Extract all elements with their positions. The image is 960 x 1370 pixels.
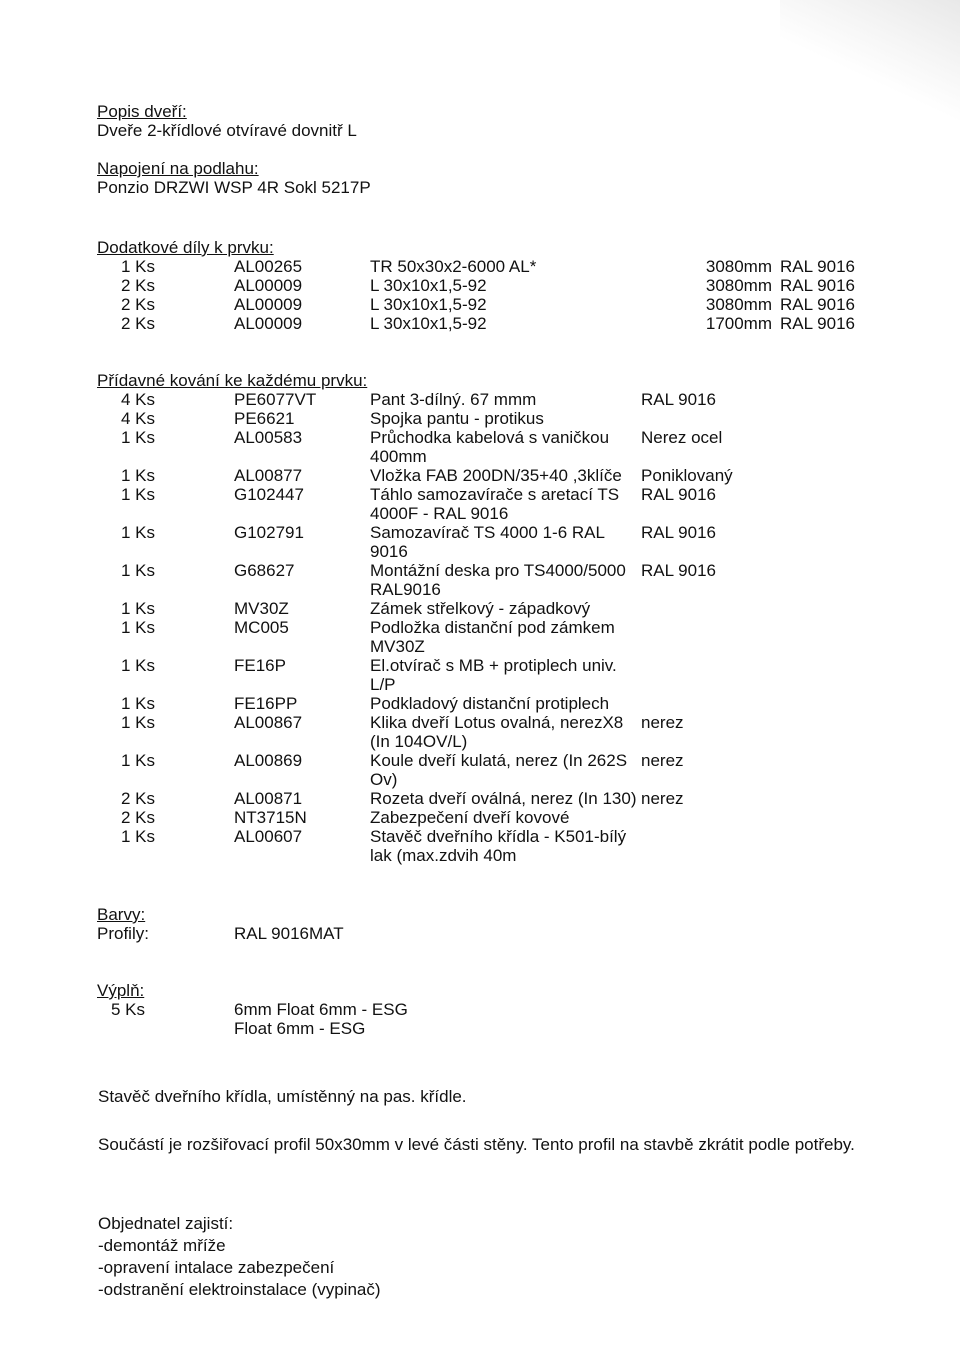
part-qty: 2 Ks xyxy=(120,295,155,314)
part-description: TR 50x30x2-6000 AL* xyxy=(370,257,537,276)
table-row xyxy=(97,409,917,428)
hardware-description xyxy=(370,618,615,656)
colors-section xyxy=(97,905,917,943)
hardware-description xyxy=(370,599,590,618)
hardware-finish: nerez xyxy=(641,713,684,732)
hardware-code: PE6621 xyxy=(234,409,295,428)
part-length: 3080mm xyxy=(705,257,772,276)
hardware-heading: Přídavné kování ke každému prvku: xyxy=(97,371,368,390)
part-ral-color: RAL 9016 xyxy=(780,257,855,276)
filling-heading: Výplň: xyxy=(97,981,145,1000)
door-description-section xyxy=(97,102,917,140)
table-row xyxy=(97,808,917,827)
additional-parts-table xyxy=(97,257,917,333)
hardware-code: G68627 xyxy=(234,561,295,580)
hardware-description xyxy=(370,827,626,865)
door-stay-note: Stavěč dveřního křídla, umístěnný na pas. křídle. xyxy=(98,1087,467,1106)
table-row xyxy=(97,656,917,694)
hardware-qty: 1 Ks xyxy=(120,428,155,447)
hardware-description xyxy=(370,808,569,827)
part-code: AL00009 xyxy=(234,295,303,314)
hardware-code: FE16PP xyxy=(234,694,298,713)
hardware-qty: 1 Ks xyxy=(120,713,155,732)
part-length: 3080mm xyxy=(705,295,772,314)
hardware-description xyxy=(370,789,636,808)
hardware-finish: RAL 9016 xyxy=(641,390,716,409)
hardware-qty: 4 Ks xyxy=(120,409,155,428)
hardware-description-line: MV30Z xyxy=(370,637,425,656)
table-row xyxy=(97,599,917,618)
hardware-qty: 1 Ks xyxy=(120,466,155,485)
hardware-finish: RAL 9016 xyxy=(641,523,716,542)
part-ral-color: RAL 9016 xyxy=(780,314,855,333)
hardware-code: MV30Z xyxy=(234,599,289,618)
hardware-description xyxy=(370,390,536,409)
hardware-qty: 1 Ks xyxy=(120,561,155,580)
hardware-code: AL00877 xyxy=(234,466,303,485)
table-row xyxy=(97,390,917,409)
hardware-qty: 1 Ks xyxy=(120,523,155,542)
part-code: AL00009 xyxy=(234,314,303,333)
floor-connection-section xyxy=(97,159,917,197)
part-code: AL00009 xyxy=(234,276,303,295)
hardware-qty: 4 Ks xyxy=(120,390,155,409)
hardware-description xyxy=(370,523,605,561)
hardware-code: NT3715N xyxy=(234,808,307,827)
hardware-description-line: Vložka FAB 200DN/35+40 ,3klíče xyxy=(370,466,622,485)
filling-section xyxy=(97,981,917,1038)
table-row xyxy=(97,295,917,314)
additional-parts-section xyxy=(97,238,917,333)
hardware-code: PE6077VT xyxy=(234,390,317,409)
hardware-qty: 1 Ks xyxy=(120,656,155,675)
part-code: AL00265 xyxy=(234,257,303,276)
hardware-table xyxy=(97,390,917,865)
hardware-finish: Poniklovaný xyxy=(641,466,733,485)
hardware-code: AL00583 xyxy=(234,428,303,447)
extension-profile-note: Součástí je rozšiřovací profil 50x30mm v levé části stěny. Tento profil na stavbě zkrátit podle potřeby. xyxy=(98,1135,855,1154)
hardware-code: AL00607 xyxy=(234,827,303,846)
hardware-qty: 2 Ks xyxy=(120,789,155,808)
table-row xyxy=(97,276,917,295)
part-ral-color: RAL 9016 xyxy=(780,276,855,295)
hardware-description-line: Samozavírač TS 4000 1-6 RAL xyxy=(370,523,605,542)
part-qty: 1 Ks xyxy=(120,257,155,276)
hardware-description xyxy=(370,428,609,466)
hardware-description xyxy=(370,656,617,694)
orderer-item: -odstranění elektroinstalace (vypinač) xyxy=(98,1280,381,1299)
hardware-description xyxy=(370,751,627,789)
part-length: 3080mm xyxy=(705,276,772,295)
part-qty: 2 Ks xyxy=(120,276,155,295)
orderer-section xyxy=(98,1213,858,1301)
table-row xyxy=(97,827,917,865)
hardware-description xyxy=(370,409,544,428)
part-length: 1700mm xyxy=(705,314,772,333)
hardware-finish: nerez xyxy=(641,751,684,770)
hardware-description-line: Podkladový distanční protiplech xyxy=(370,694,610,713)
hardware-description xyxy=(370,694,609,713)
hardware-qty: 1 Ks xyxy=(120,618,155,637)
part-ral-color: RAL 9016 xyxy=(780,295,855,314)
hardware-description-line: L/P xyxy=(370,675,396,694)
hardware-description-line: Průchodka kabelová s vaničkou xyxy=(370,428,610,447)
filling-qty: 5 Ks xyxy=(110,1000,145,1019)
hardware-description-line: 4000F - RAL 9016 xyxy=(370,504,509,523)
hardware-description xyxy=(370,485,619,523)
floor-connection-text: Ponzio DRZWI WSP 4R Sokl 5217P xyxy=(97,178,371,197)
hardware-qty: 1 Ks xyxy=(120,485,155,504)
table-row xyxy=(97,523,917,561)
hardware-description-line: Klika dveří Lotus ovalná, nerezX8 xyxy=(370,713,624,732)
table-row xyxy=(97,789,917,808)
table-row xyxy=(97,314,917,333)
table-row xyxy=(97,694,917,713)
colors-value: RAL 9016MAT xyxy=(234,924,344,943)
door-description-heading: Popis dveří: xyxy=(97,102,187,121)
hardware-description-line: El.otvírač s MB + protiplech univ. xyxy=(370,656,617,675)
part-description: L 30x10x1,5-92 xyxy=(370,295,487,314)
part-description: L 30x10x1,5-92 xyxy=(370,314,487,333)
hardware-code: MC005 xyxy=(234,618,289,637)
hardware-qty: 1 Ks xyxy=(120,694,155,713)
orderer-item: -opravení intalace zabezpečení xyxy=(98,1258,335,1277)
filling-line-2: Float 6mm - ESG xyxy=(234,1019,366,1038)
table-row xyxy=(97,485,917,523)
hardware-code: AL00869 xyxy=(234,751,303,770)
hardware-description-line: Podložka distanční pod zámkem xyxy=(370,618,615,637)
table-row xyxy=(97,561,917,599)
hardware-finish: RAL 9016 xyxy=(641,561,716,580)
colors-label: Profily: xyxy=(97,924,149,943)
hardware-description-line: Zabezpečení dveří kovové xyxy=(370,808,570,827)
hardware-description-line: Spojka pantu - protikus xyxy=(370,409,544,428)
hardware-finish: nerez xyxy=(641,789,684,808)
part-qty: 2 Ks xyxy=(120,314,155,333)
colors-heading: Barvy: xyxy=(97,905,146,924)
hardware-qty: 1 Ks xyxy=(120,599,155,618)
table-row xyxy=(97,257,917,276)
table-row xyxy=(97,618,917,656)
hardware-description-line: 400mm xyxy=(370,447,427,466)
hardware-qty: 1 Ks xyxy=(120,751,155,770)
filling-line-1: 6mm Float 6mm - ESG xyxy=(234,1000,408,1019)
hardware-description-line: Pant 3-dílný. 67 mmm xyxy=(370,390,537,409)
hardware-finish: Nerez ocel xyxy=(641,428,723,447)
hardware-description-line: Rozeta dveří oválná, nerez (In 130) xyxy=(370,789,637,808)
hardware-description-line: Koule dveří kulatá, nerez (In 262S xyxy=(370,751,628,770)
additional-parts-heading: Dodatkové díly k prvku: xyxy=(97,238,274,257)
hardware-qty: 1 Ks xyxy=(120,827,155,846)
hardware-description-line: Ov) xyxy=(370,770,398,789)
hardware-description-line: Táhlo samozavírače s aretací TS xyxy=(370,485,620,504)
hardware-description-line: Zámek střelkový - západkový xyxy=(370,599,591,618)
door-description-text: Dveře 2-křídlové otvíravé dovnitř L xyxy=(97,121,357,140)
hardware-description-line: Stavěč dveřního křídla - K501-bílý xyxy=(370,827,627,846)
part-description: L 30x10x1,5-92 xyxy=(370,276,487,295)
hardware-description-line: RAL9016 xyxy=(370,580,441,599)
floor-connection-heading: Napojení na podlahu: xyxy=(97,159,259,178)
hardware-finish: RAL 9016 xyxy=(641,485,716,504)
orderer-heading: Objednatel zajistí: xyxy=(98,1214,234,1233)
hardware-description xyxy=(370,713,623,751)
table-row xyxy=(97,428,917,466)
hardware-code: G102447 xyxy=(234,485,304,504)
hardware-code: AL00867 xyxy=(234,713,303,732)
hardware-description-line: Montážní deska pro TS4000/5000 xyxy=(370,561,626,580)
table-row xyxy=(97,713,917,751)
hardware-description-line: (In 104OV/L) xyxy=(370,732,468,751)
table-row xyxy=(97,466,917,485)
hardware-code: FE16P xyxy=(234,656,286,675)
hardware-code: AL00871 xyxy=(234,789,303,808)
hardware-description-line: lak (max.zdvih 40m xyxy=(370,846,517,865)
hardware-description xyxy=(370,466,622,485)
orderer-item: -demontáž mříže xyxy=(98,1236,226,1255)
hardware-description xyxy=(370,561,626,599)
table-row xyxy=(97,751,917,789)
hardware-description-line: 9016 xyxy=(370,542,408,561)
hardware-code: G102791 xyxy=(234,523,304,542)
hardware-section xyxy=(97,371,917,865)
hardware-qty: 2 Ks xyxy=(120,808,155,827)
